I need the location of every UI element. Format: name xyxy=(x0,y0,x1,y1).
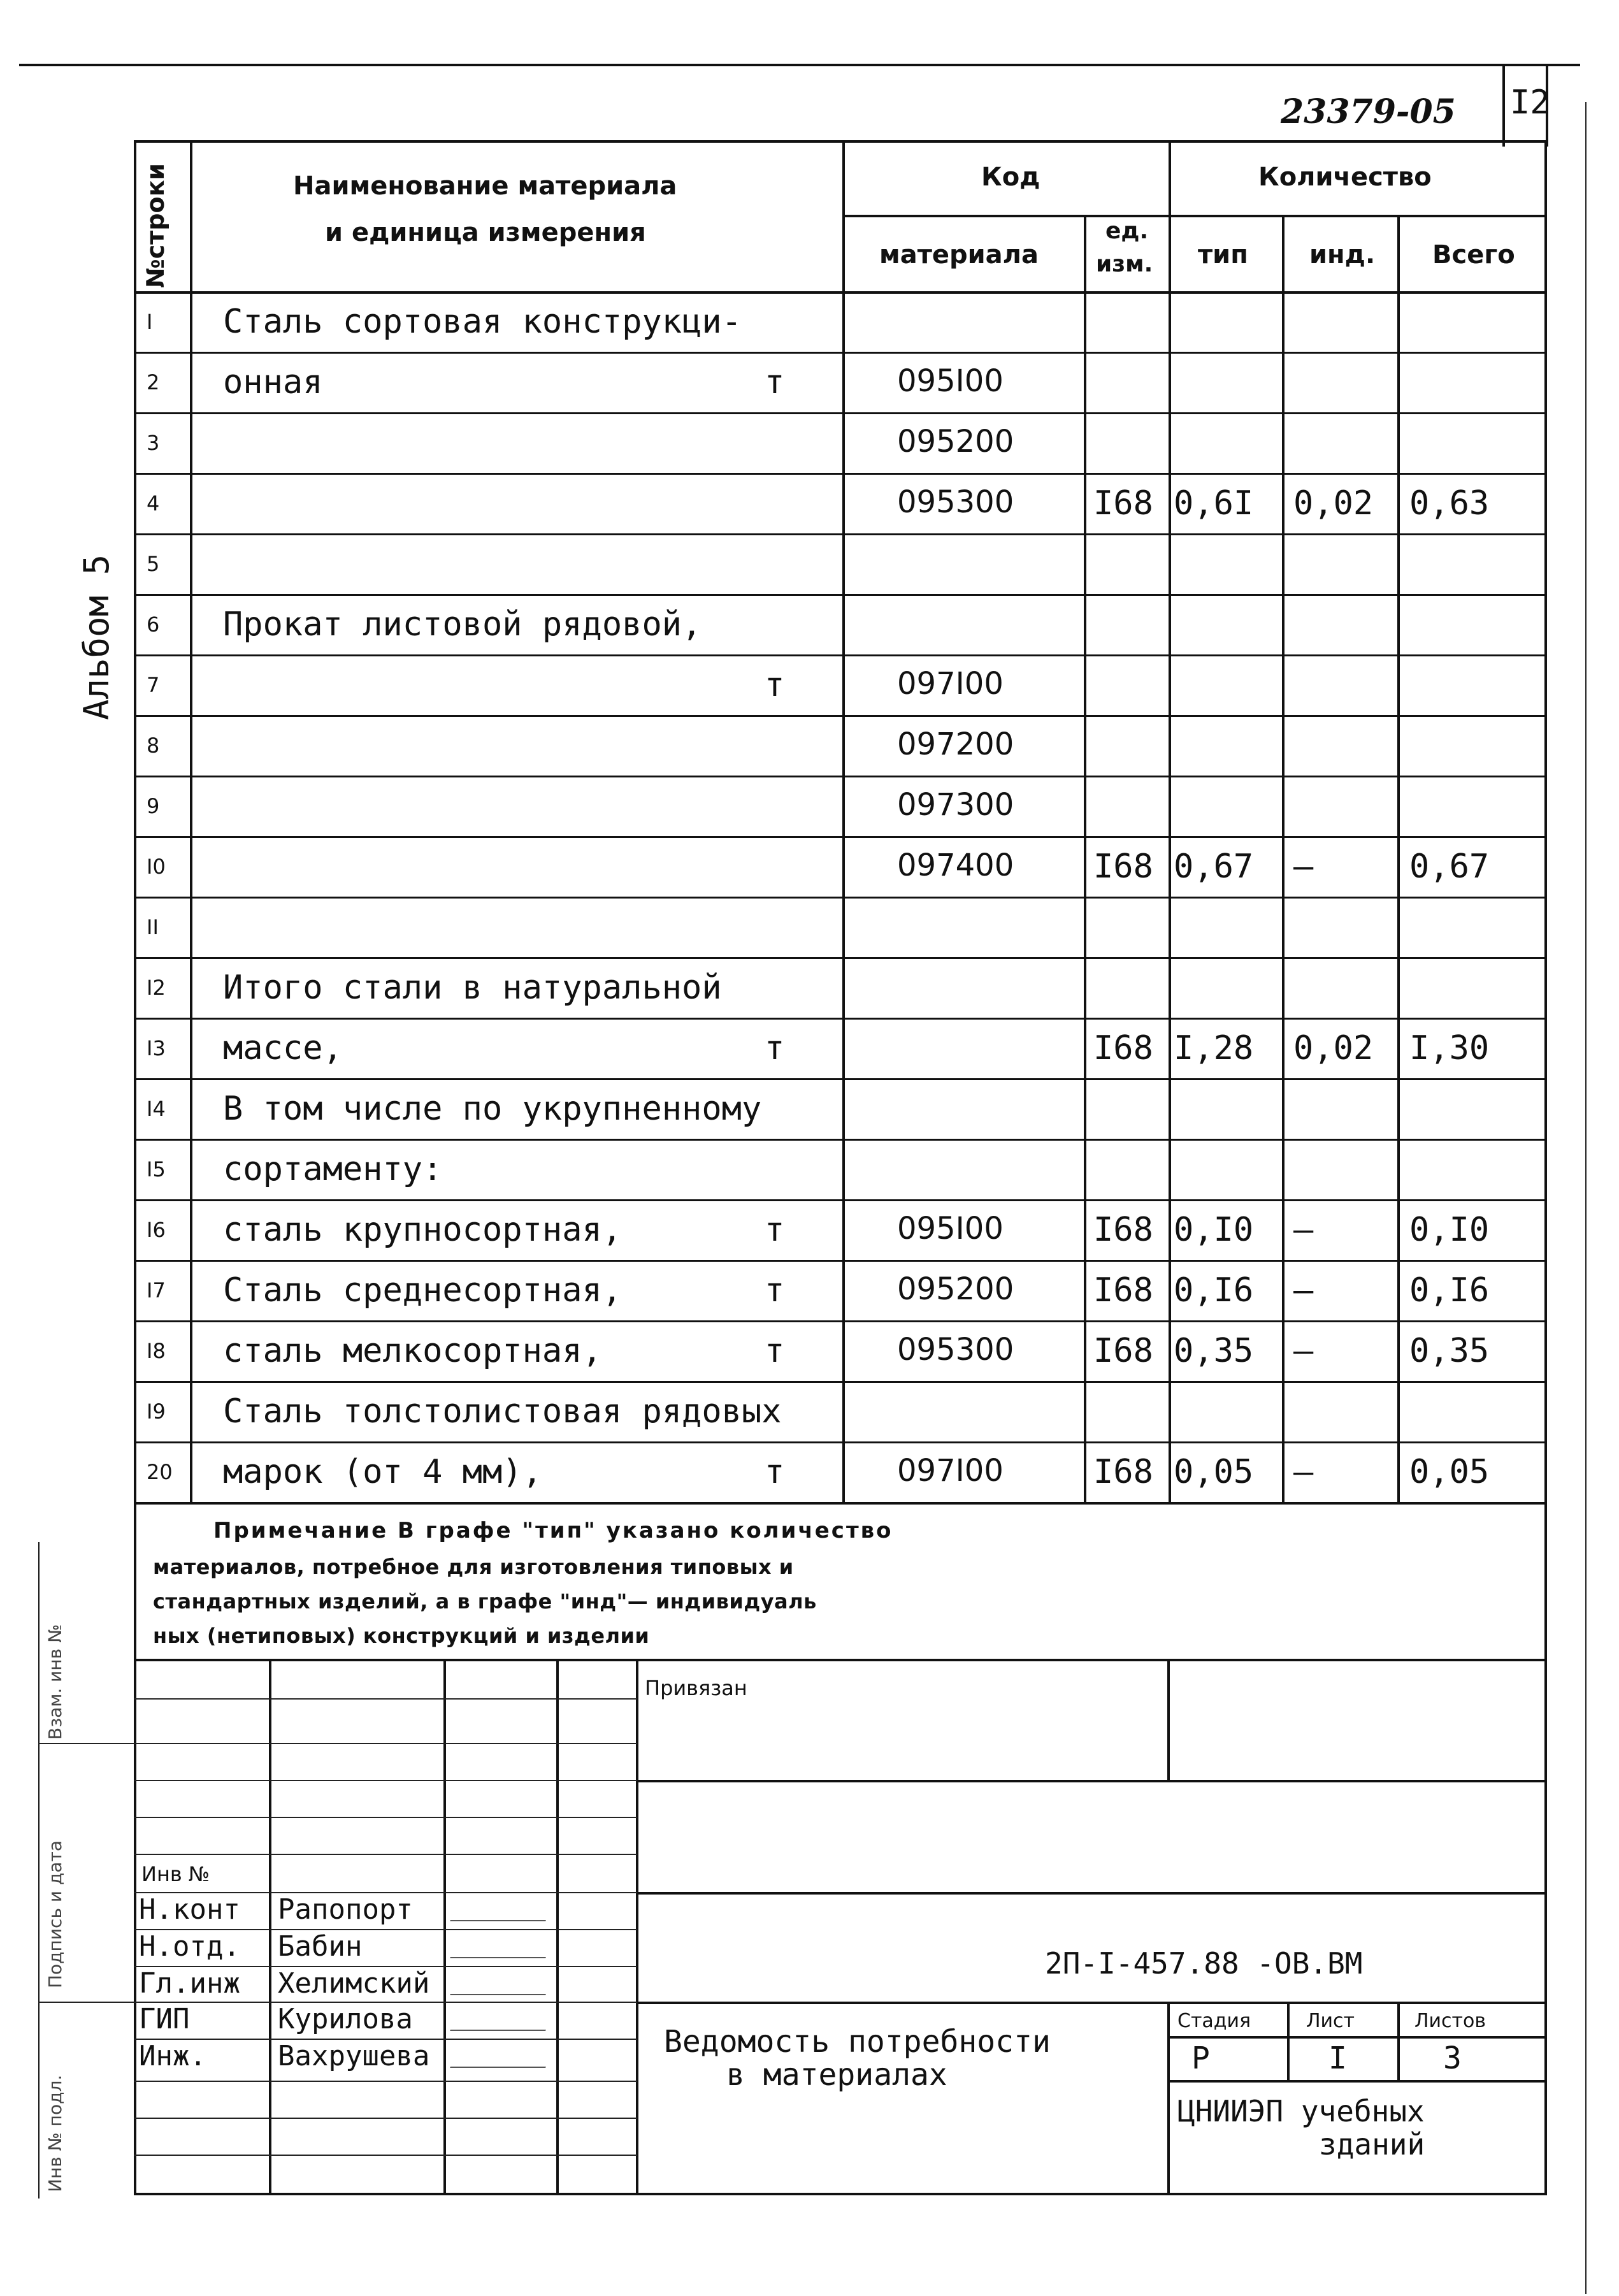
row-total: 0,63 xyxy=(1409,484,1490,523)
row-name: В том числе по укрупненному xyxy=(223,1090,762,1128)
row-unit: I68 xyxy=(1093,1271,1153,1310)
frame-right xyxy=(1544,140,1547,2195)
side-label-replace-inv: Взам. инв № xyxy=(45,1624,66,1740)
row-u: т xyxy=(765,1029,785,1067)
row-n: 4 xyxy=(147,491,160,516)
row-unit: I68 xyxy=(1093,848,1153,886)
stamp-person-signature xyxy=(450,2011,553,2031)
sheet-number: I2 xyxy=(1510,83,1550,122)
row-n: 20 xyxy=(147,1460,173,1484)
stamp-sheet-col xyxy=(1287,2002,1290,2081)
row-u: т xyxy=(765,666,785,704)
row-n: I5 xyxy=(147,1157,166,1181)
row-ind: – xyxy=(1293,848,1314,886)
stamp-top xyxy=(134,1659,1547,1661)
header-mid-code xyxy=(842,215,1547,217)
stamp-bound-label: Привязан xyxy=(645,1676,747,1700)
row-code: 097400 xyxy=(897,848,1014,883)
row-name: Сталь толстолистовая рядовых xyxy=(223,1392,782,1431)
row-total: 0,05 xyxy=(1409,1453,1490,1491)
stamp-person-signature xyxy=(450,2047,553,2068)
side-strip-sep-2 xyxy=(38,2002,134,2003)
row-name: Сталь сортовая конструкци- xyxy=(223,303,742,341)
row-divider xyxy=(134,533,1547,535)
row-n: 6 xyxy=(147,612,160,637)
stamp-row-2 xyxy=(134,1743,637,1744)
row-divider xyxy=(134,836,1547,838)
header-top xyxy=(134,140,1547,143)
row-u: т xyxy=(765,1332,785,1370)
stamp-person-role: Н.конт xyxy=(139,1893,240,1926)
row-ind: – xyxy=(1293,1332,1314,1370)
row-divider xyxy=(134,1078,1547,1080)
stamp-row-3 xyxy=(134,1780,637,1781)
row-n: 7 xyxy=(147,673,160,697)
stamp-person-role: Н.отд. xyxy=(139,1930,240,1963)
row-divider xyxy=(134,776,1547,777)
row-divider xyxy=(134,1018,1547,1020)
row-divider xyxy=(134,594,1547,596)
row-total: 0,67 xyxy=(1409,848,1490,886)
row-type: 0,I0 xyxy=(1174,1211,1254,1249)
row-n: I4 xyxy=(147,1097,166,1121)
stamp-bound-bottom xyxy=(636,1780,1547,1782)
row-divider xyxy=(134,1320,1547,1322)
col-line-name xyxy=(842,140,845,1503)
row-code: 097300 xyxy=(897,787,1014,823)
header-name-line2: и единица измерения xyxy=(325,218,646,247)
row-code: 097I00 xyxy=(897,1453,1004,1489)
note-line4: ных (нетиповых) конструкций и изделии xyxy=(153,1624,650,1648)
row-n: I3 xyxy=(147,1036,166,1060)
row-unit: I68 xyxy=(1093,1211,1153,1249)
header-bottom xyxy=(134,291,1547,294)
row-name: сталь мелкосортная, xyxy=(223,1332,602,1370)
row-unit: I68 xyxy=(1093,484,1153,523)
stamp-person-signature xyxy=(450,1975,553,1995)
stamp-row-12 xyxy=(134,2118,637,2119)
stamp-person-role: Гл.инж xyxy=(139,1967,240,2000)
stamp-person-signature xyxy=(450,1938,553,1958)
row-n: 8 xyxy=(147,733,160,758)
side-label-signature-date: Подпись и дата xyxy=(45,1840,66,1988)
row-unit: I68 xyxy=(1093,1332,1153,1370)
row-code: 095200 xyxy=(897,1271,1014,1307)
stamp-person-name: Бабин xyxy=(278,1930,363,1963)
row-name: Итого стали в натуральной xyxy=(223,969,722,1007)
row-total: 0,I6 xyxy=(1409,1271,1490,1310)
table-bottom xyxy=(134,1502,1547,1505)
row-name: сортаменту: xyxy=(223,1150,443,1188)
col-line-unit xyxy=(1169,140,1171,1503)
row-code: 095I00 xyxy=(897,363,1004,399)
stamp-title-line2: в материалах xyxy=(726,2057,947,2093)
stamp-org-line2: зданий xyxy=(1319,2127,1425,2162)
row-name: массе, xyxy=(223,1029,343,1067)
row-n: I9 xyxy=(147,1399,166,1424)
row-total: I,30 xyxy=(1409,1029,1490,1067)
stamp-col-d xyxy=(636,1659,638,2194)
row-n: 3 xyxy=(147,431,160,455)
row-u: т xyxy=(765,1211,785,1249)
stamp-person-name: Рапопорт xyxy=(278,1893,413,1926)
stamp-stage-value: Р xyxy=(1191,2040,1210,2076)
row-divider xyxy=(134,897,1547,899)
header-code: Код xyxy=(981,162,1040,192)
row-total: 0,I0 xyxy=(1409,1211,1490,1249)
row-n: I xyxy=(147,310,153,334)
stamp-person-name: Курилова xyxy=(278,2003,413,2035)
row-n: I2 xyxy=(147,976,166,1000)
row-n: II xyxy=(147,915,159,939)
row-type: 0,05 xyxy=(1174,1453,1254,1491)
side-strip-border xyxy=(38,1542,40,2199)
header-qty-ind: инд. xyxy=(1309,240,1376,270)
stamp-col-c xyxy=(556,1659,559,2194)
stamp-person-role: Инж. xyxy=(139,2040,206,2072)
stamp-bottom xyxy=(134,2193,1547,2195)
stamp-row-4 xyxy=(134,1817,637,1818)
header-quantity: Количество xyxy=(1258,162,1432,192)
stamp-row-13 xyxy=(134,2155,637,2156)
stamp-col-e xyxy=(1167,1659,1170,1780)
row-unit: I68 xyxy=(1093,1453,1153,1491)
row-divider xyxy=(134,1441,1547,1443)
row-n: I8 xyxy=(147,1339,166,1363)
col-line-type xyxy=(1282,215,1284,1503)
row-type: 0,I6 xyxy=(1174,1271,1254,1310)
header-row-number: №строки xyxy=(141,163,169,288)
row-name: сталь крупносортная, xyxy=(223,1211,622,1249)
stamp-stage-label: Стадия xyxy=(1177,2010,1251,2032)
row-name: онная xyxy=(223,363,323,401)
stamp-stage-bottom xyxy=(1167,2080,1547,2083)
row-divider xyxy=(134,352,1547,354)
stamp-sheets-value: 3 xyxy=(1443,2040,1462,2076)
page-right-edge xyxy=(1585,102,1587,2294)
frame-left xyxy=(134,140,136,2195)
stamp-col-a xyxy=(269,1659,271,2194)
row-n: 5 xyxy=(147,552,160,576)
row-type: 0,67 xyxy=(1174,848,1254,886)
row-code: 097I00 xyxy=(897,666,1004,702)
row-ind: – xyxy=(1293,1453,1314,1491)
stamp-person-name: Хелимский xyxy=(278,1967,430,2000)
stamp-person-signature xyxy=(450,1901,553,1921)
row-divider xyxy=(134,1381,1547,1383)
stamp-sheets-label: Листов xyxy=(1414,2010,1486,2032)
row-code: 095200 xyxy=(897,424,1014,459)
stamp-col-e2 xyxy=(1167,2002,1170,2194)
stamp-designation: 2П-I-457.88 -ОВ.ВМ xyxy=(1045,1946,1363,1981)
stamp-stage-mid xyxy=(1167,2036,1547,2039)
row-n: I0 xyxy=(147,855,166,879)
stamp-title-line1: Ведомость потребности xyxy=(664,2024,1051,2060)
row-u: т xyxy=(765,1453,785,1491)
row-n: I6 xyxy=(147,1218,166,1242)
stamp-designation-bottom xyxy=(636,1892,1547,1895)
stamp-sheet-value: I xyxy=(1328,2040,1347,2076)
row-divider xyxy=(134,412,1547,414)
col-line-num xyxy=(190,140,192,1503)
header-name-line1: Наименование материала xyxy=(293,171,677,201)
side-strip-sep-1 xyxy=(38,1743,134,1744)
row-total: 0,35 xyxy=(1409,1332,1490,1370)
stamp-person-name: Вахрушева xyxy=(278,2040,430,2072)
note-line3: стандартных изделий, а в графе "инд"— индивидуаль xyxy=(153,1589,817,1614)
row-divider xyxy=(134,473,1547,475)
col-line-ind xyxy=(1397,215,1400,1503)
sheet-box-left xyxy=(1502,64,1505,147)
row-divider xyxy=(134,1260,1547,1262)
row-n: 9 xyxy=(147,794,160,818)
header-unit-line2: изм. xyxy=(1096,251,1153,277)
side-label-inv-original: Инв № подл. xyxy=(45,2074,66,2192)
row-code: 095I00 xyxy=(897,1211,1004,1246)
row-divider xyxy=(134,654,1547,656)
row-n: I7 xyxy=(147,1278,166,1303)
header-qty-total: Всего xyxy=(1432,240,1515,270)
row-code: 097200 xyxy=(897,726,1014,762)
stamp-person-role: ГИП xyxy=(139,2003,190,2035)
row-type: 0,35 xyxy=(1174,1332,1254,1370)
row-code: 095300 xyxy=(897,484,1014,520)
stamp-title-top xyxy=(636,2002,1547,2004)
header-qty-type: тип xyxy=(1198,240,1248,270)
album-label: Альбом 5 xyxy=(76,554,117,720)
stamp-row-5 xyxy=(134,1854,637,1855)
row-divider xyxy=(134,1139,1547,1141)
row-type: 0,6I xyxy=(1174,484,1254,523)
note-line2: материалов, потребное для изготовления типовых и xyxy=(153,1555,794,1579)
stamp-row-1 xyxy=(134,1698,637,1700)
header-code-material: материала xyxy=(879,240,1039,270)
row-ind: 0,02 xyxy=(1293,484,1374,523)
row-name: Прокат листовой рядовой, xyxy=(223,605,702,644)
row-name: Сталь среднесортная, xyxy=(223,1271,622,1310)
row-type: I,28 xyxy=(1174,1029,1254,1067)
row-ind: – xyxy=(1293,1211,1314,1249)
document-number: 23379-05 xyxy=(1281,92,1456,131)
stamp-row-11 xyxy=(134,2081,637,2082)
row-u: т xyxy=(765,1271,785,1310)
row-divider xyxy=(134,957,1547,959)
row-u: т xyxy=(765,363,785,401)
row-code: 095300 xyxy=(897,1332,1014,1368)
row-divider xyxy=(134,1199,1547,1201)
row-name: марок (от 4 мм), xyxy=(223,1453,542,1491)
stamp-inv-label: Инв № xyxy=(141,1862,210,1886)
stamp-sheets-col xyxy=(1397,2002,1400,2081)
col-line-code xyxy=(1084,215,1086,1503)
top-border xyxy=(19,64,1580,66)
header-unit-line1: ед. xyxy=(1105,218,1149,244)
row-ind: 0,02 xyxy=(1293,1029,1374,1067)
row-divider xyxy=(134,715,1547,717)
row-n: 2 xyxy=(147,370,160,394)
row-unit: I68 xyxy=(1093,1029,1153,1067)
stamp-col-b xyxy=(443,1659,446,2194)
stamp-org-line1: ЦНИИЭП учебных xyxy=(1177,2094,1425,2128)
row-ind: – xyxy=(1293,1271,1314,1310)
note-line1: Примечание В графе "тип" указано количество xyxy=(213,1518,893,1543)
stamp-sheet-label: Лист xyxy=(1306,2010,1355,2032)
